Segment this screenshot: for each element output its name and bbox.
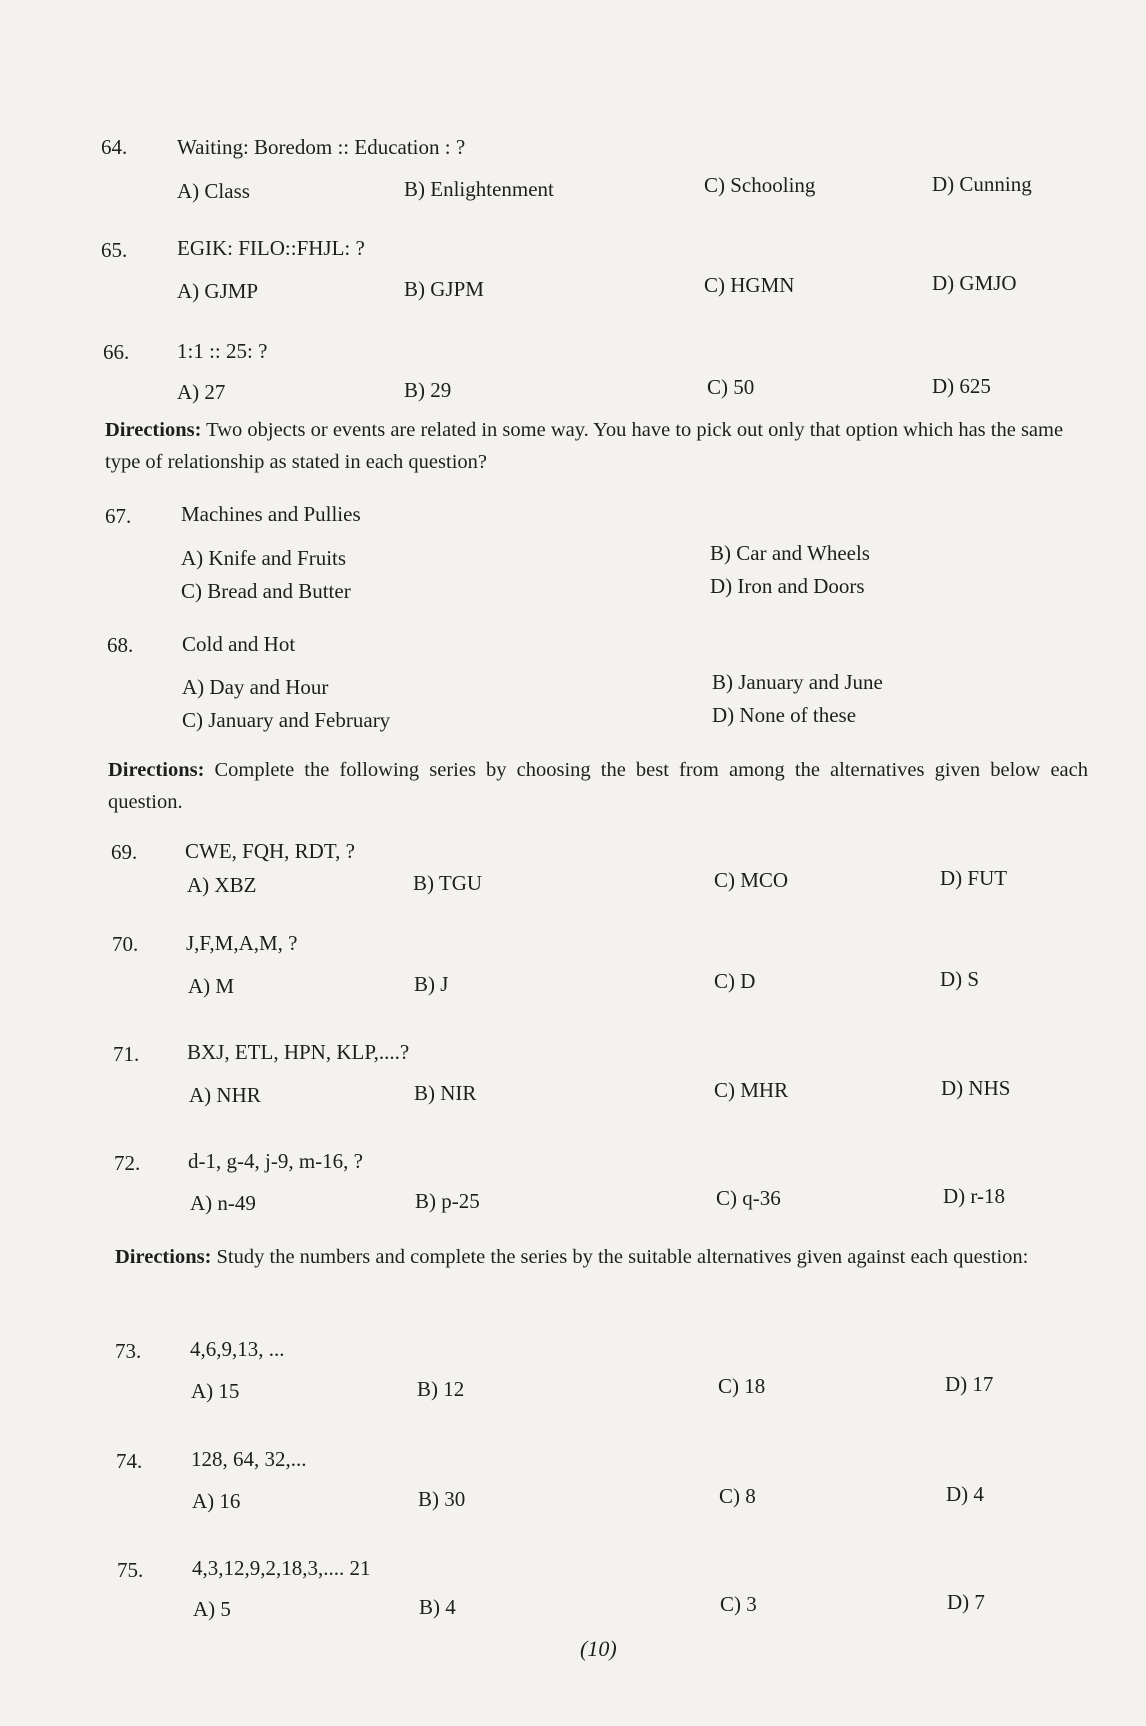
option-c: C) 8 bbox=[719, 1484, 756, 1508]
question-text: 4,6,9,13, ... bbox=[190, 1337, 285, 1361]
option-a: A) M bbox=[188, 974, 235, 998]
option-c: C) 18 bbox=[718, 1374, 766, 1398]
option-d: D) S bbox=[940, 967, 980, 991]
question-number: 66. bbox=[103, 340, 130, 364]
option-c: C) q-36 bbox=[716, 1186, 781, 1210]
question-text: Machines and Pullies bbox=[181, 502, 361, 526]
option-d: D) 4 bbox=[946, 1482, 984, 1506]
option-c: C) Bread and Butter bbox=[181, 579, 351, 603]
option-c: C) 3 bbox=[720, 1592, 757, 1616]
question-text: EGIK: FILO::FHJL: ? bbox=[177, 236, 365, 260]
question-number: 70. bbox=[112, 932, 139, 956]
option-b: B) 30 bbox=[418, 1487, 466, 1511]
option-a: A) Knife and Fruits bbox=[181, 546, 347, 570]
option-d: D) None of these bbox=[712, 703, 857, 727]
question-text: CWE, FQH, RDT, ? bbox=[185, 839, 355, 863]
option-d: D) NHS bbox=[941, 1076, 1011, 1100]
option-c: C) 50 bbox=[707, 375, 755, 399]
option-b: B) Car and Wheels bbox=[710, 541, 870, 565]
directions-block bbox=[115, 1241, 1095, 1273]
option-b: B) GJPM bbox=[404, 277, 484, 301]
option-c: C) MHR bbox=[714, 1078, 789, 1102]
directions-text: Two objects or events are related in some way. You have to pick out only that option which has the same type of relationship as stated in each question? bbox=[105, 419, 1064, 473]
question-text: Cold and Hot bbox=[182, 632, 296, 656]
option-a: A) NHR bbox=[189, 1083, 261, 1107]
option-a: A) Day and Hour bbox=[182, 675, 329, 699]
option-b: B) 4 bbox=[419, 1595, 456, 1619]
option-b: B) 12 bbox=[417, 1377, 465, 1401]
option-d: D) 17 bbox=[945, 1372, 994, 1396]
option-a: A) n-49 bbox=[190, 1191, 256, 1215]
question-text: J,F,M,A,M, ? bbox=[186, 931, 298, 955]
question-number: 75. bbox=[117, 1558, 144, 1582]
question-number: 69. bbox=[111, 840, 138, 864]
option-b: B) TGU bbox=[413, 871, 483, 895]
option-c: C) D bbox=[714, 969, 756, 993]
directions-label: Directions: bbox=[108, 759, 205, 781]
option-d: D) Iron and Doors bbox=[710, 574, 865, 598]
option-b: B) NIR bbox=[414, 1081, 477, 1105]
question-text: 4,3,12,9,2,18,3,.... 21 bbox=[192, 1556, 371, 1580]
option-a: A) 16 bbox=[192, 1489, 241, 1513]
directions-label: Directions: bbox=[105, 419, 202, 441]
directions-block bbox=[108, 754, 1088, 818]
option-b: B) 29 bbox=[404, 378, 452, 402]
directions-text: Complete the following series by choosing the best from among the alternatives given below each question. bbox=[108, 759, 1088, 813]
question-number: 73. bbox=[115, 1339, 142, 1363]
question-text: Waiting: Boredom :: Education : ? bbox=[177, 135, 466, 159]
option-d: D) Cunning bbox=[932, 172, 1032, 196]
option-a: A) 15 bbox=[191, 1379, 240, 1403]
option-a: A) 27 bbox=[177, 380, 226, 404]
option-d: D) GMJO bbox=[932, 271, 1017, 295]
option-c: C) HGMN bbox=[704, 273, 795, 297]
option-c: C) January and February bbox=[182, 708, 391, 732]
option-b: B) p-25 bbox=[415, 1189, 480, 1213]
option-a: A) Class bbox=[177, 179, 250, 203]
option-c: C) Schooling bbox=[704, 173, 816, 197]
question-number: 74. bbox=[116, 1449, 143, 1473]
question-number: 64. bbox=[101, 135, 128, 159]
question-number: 68. bbox=[107, 633, 134, 657]
question-text: 128, 64, 32,... bbox=[191, 1447, 307, 1471]
option-b: B) J bbox=[414, 972, 449, 996]
option-b: B) January and June bbox=[712, 670, 883, 694]
question-number: 71. bbox=[113, 1042, 140, 1066]
option-d: D) FUT bbox=[940, 866, 1008, 890]
option-a: A) XBZ bbox=[187, 873, 257, 897]
option-c: C) MCO bbox=[714, 868, 789, 892]
directions-text: Study the numbers and complete the series by the suitable alternatives given against each question: bbox=[211, 1246, 1029, 1268]
question-text: 1:1 :: 25: ? bbox=[177, 339, 268, 363]
option-d: D) r-18 bbox=[943, 1184, 1005, 1208]
option-a: A) GJMP bbox=[177, 279, 259, 303]
question-text: BXJ, ETL, HPN, KLP,....? bbox=[187, 1040, 410, 1064]
question-number: 67. bbox=[105, 504, 132, 528]
page-number: (10) bbox=[580, 1636, 617, 1661]
option-d: D) 7 bbox=[947, 1590, 985, 1614]
option-a: A) 5 bbox=[193, 1597, 231, 1621]
question-number: 72. bbox=[114, 1151, 141, 1175]
question-text: d-1, g-4, j-9, m-16, ? bbox=[188, 1149, 363, 1173]
option-d: D) 625 bbox=[932, 374, 991, 398]
option-b: B) Enlightenment bbox=[404, 177, 554, 201]
directions-label: Directions: bbox=[115, 1246, 212, 1268]
question-number: 65. bbox=[101, 238, 128, 262]
directions-block bbox=[105, 414, 1095, 478]
